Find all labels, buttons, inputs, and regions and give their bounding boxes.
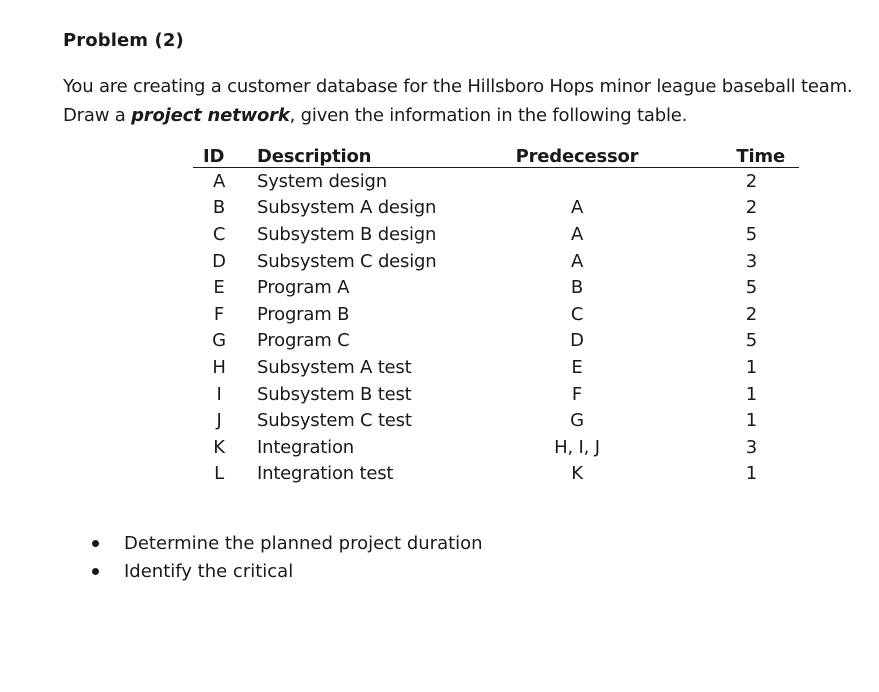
table-row [193,434,799,461]
table-row [193,274,799,301]
cell-description: Program B [257,303,350,325]
cell-predecessor: D [570,330,584,352]
cell-description: Subsystem C design [257,250,437,272]
intro-line-2-end: , given the information in the following table. [289,105,688,126]
cell-description: Subsystem C test [257,410,412,432]
intro-line-2-start: Draw a [63,105,132,126]
cell-description: Integration [257,436,354,458]
cell-description: Subsystem B design [257,223,437,245]
cell-time: 5 [745,277,757,299]
table-row [193,221,799,248]
cell-time: 3 [745,436,757,458]
bullet-icon [92,568,99,575]
cell-time: 1 [745,410,757,432]
bullet-icon [92,540,99,547]
cell-description: Subsystem A design [257,197,437,219]
table-row [193,381,799,408]
cell-predecessor: A [570,197,584,219]
cell-time: 5 [745,223,757,245]
table-row [193,195,799,222]
task-list [92,530,483,586]
header-id: ID [193,142,245,168]
table-body [193,168,799,488]
header-description: Description [245,142,477,168]
cell-id: G [212,330,226,352]
cell-predecessor: F [571,383,583,405]
intro-line-2 [63,101,863,130]
table-row [193,354,799,381]
cell-time: 1 [745,463,757,485]
cell-time: 1 [745,356,757,378]
cell-time: 2 [745,170,757,192]
cell-id: K [213,436,225,458]
table-row [193,301,799,328]
intro-line-1: You are creating a customer database for the Hillsboro Hops minor league baseball team. [63,76,853,97]
header-time: Time [677,142,799,168]
cell-predecessor: K [571,463,583,485]
cell-predecessor [477,168,677,195]
cell-description: Program A [257,277,350,299]
problem-title: Problem (2) [63,30,184,51]
problem-intro [63,72,863,130]
cell-id: E [213,277,225,299]
cell-id: A [212,170,226,192]
intro-emphasis: project network [131,105,290,126]
cell-predecessor: A [570,223,584,245]
cell-description: Subsystem A test [257,356,412,378]
task-text: Determine the planned project duration [124,533,483,554]
cell-predecessor: A [570,250,584,272]
cell-id: C [212,223,226,245]
cell-id: B [212,197,226,219]
cell-description: Integration test [257,463,394,485]
cell-predecessor: H, I, J [554,436,600,458]
task-text: Identify the critical [124,561,294,582]
cell-description: Program C [257,330,350,352]
table-row [193,461,799,488]
cell-time: 2 [745,303,757,325]
cell-time: 2 [745,197,757,219]
table-header-row [193,142,799,168]
table-row [193,407,799,434]
cell-predecessor: E [571,356,583,378]
cell-id: L [214,463,224,485]
cell-predecessor: G [570,410,584,432]
cell-id: F [213,303,225,325]
table-row [193,328,799,355]
header-predecessor: Predecessor [477,142,677,168]
list-item [92,558,483,586]
cell-predecessor: B [570,277,584,299]
cell-id: D [212,250,226,272]
table-row [193,248,799,275]
cell-description: Subsystem B test [257,383,412,405]
table-row [193,168,799,195]
cell-id: J [216,410,222,432]
cell-time: 5 [745,330,757,352]
cell-time: 1 [745,383,757,405]
cell-time: 3 [745,250,757,272]
cell-id: H [212,356,226,378]
cell-predecessor: C [570,303,584,325]
cell-id: I [216,383,222,405]
list-item [92,530,483,558]
cell-description: System design [257,170,387,192]
activity-table [193,142,799,487]
